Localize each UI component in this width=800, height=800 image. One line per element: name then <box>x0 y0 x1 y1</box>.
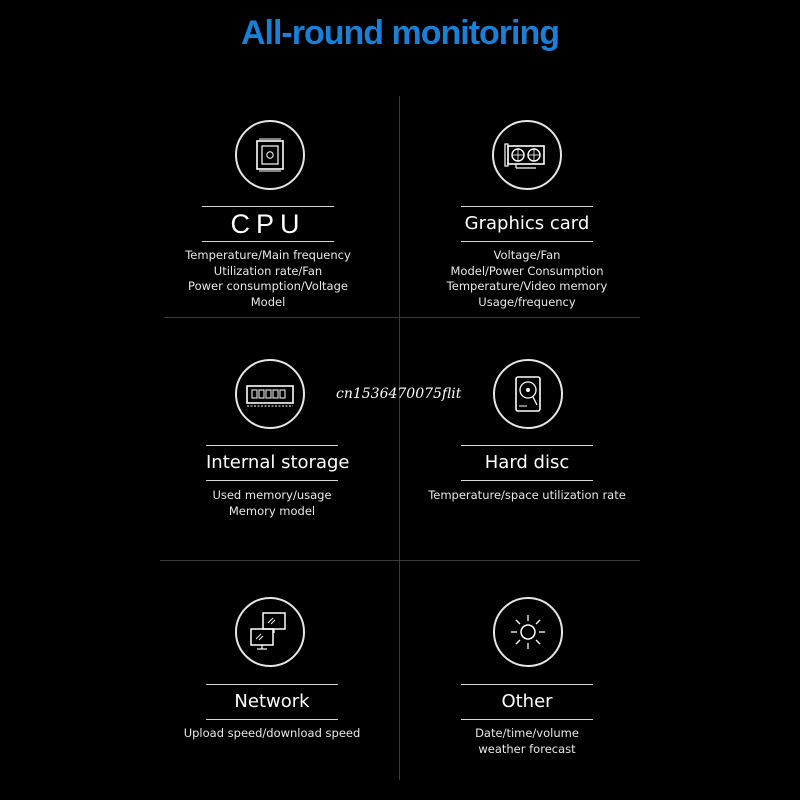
desc-line: Power consumption/Voltage <box>188 279 348 293</box>
memory-stick-icon <box>235 359 305 429</box>
desc-graphics-card <box>427 248 627 310</box>
desc-hard-disc <box>427 488 627 504</box>
network-monitors-icon <box>235 597 305 667</box>
desc-line: weather forecast <box>478 741 576 756</box>
desc-line: Temperature/space utilization rate <box>428 488 626 502</box>
heading-cpu: CPU <box>202 206 334 242</box>
desc-line: Voltage/Fan <box>493 248 561 262</box>
page-title: All-round monitoring <box>240 14 560 52</box>
graphics-card-icon <box>492 120 562 190</box>
desc-other <box>427 726 627 757</box>
desc-line: Date/time/volume <box>475 726 579 740</box>
desc-line: Utilization rate/Fan <box>213 263 323 278</box>
desc-internal-storage <box>172 488 372 519</box>
desc-cpu <box>168 248 368 310</box>
heading-internal-storage: Internal storage <box>206 445 338 481</box>
heading-network: Network <box>206 684 338 720</box>
watermark-text: cn1536470075flit <box>336 386 462 402</box>
horizontal-divider-bottom <box>160 560 640 561</box>
desc-line: Model/Power Consumption <box>450 263 604 278</box>
horizontal-divider-top <box>164 317 640 318</box>
sun-weather-icon <box>493 597 563 667</box>
desc-line: Used memory/usage <box>212 488 332 502</box>
desc-line: Memory model <box>228 503 316 518</box>
desc-network <box>172 726 372 742</box>
heading-graphics-card: Graphics card <box>461 206 593 242</box>
desc-line: Temperature/Video memory <box>446 279 608 293</box>
cpu-chip-icon <box>235 120 305 190</box>
desc-line: Usage/frequency <box>478 294 576 309</box>
vertical-divider <box>399 96 400 780</box>
heading-other: Other <box>461 684 593 720</box>
desc-line: Model <box>250 294 286 309</box>
desc-line: Upload speed/download speed <box>183 726 361 740</box>
hard-disk-icon <box>493 359 563 429</box>
desc-line: Temperature/Main frequency <box>185 248 351 262</box>
heading-hard-disc: Hard disc <box>461 445 593 481</box>
